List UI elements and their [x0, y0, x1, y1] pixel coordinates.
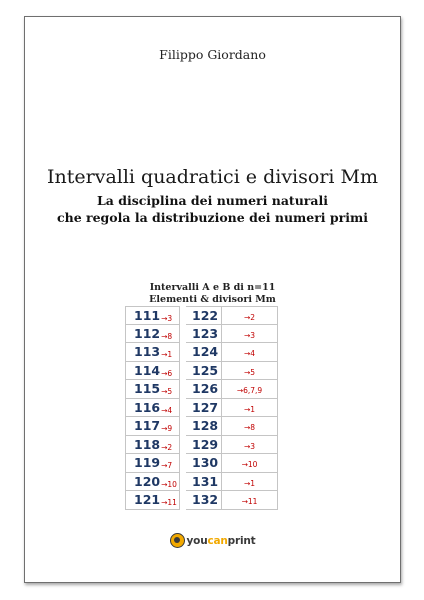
book-subtitle [25, 192, 400, 226]
element-number: 111 [134, 307, 161, 323]
table-cell-b-number [186, 306, 222, 325]
element-number: 117 [134, 418, 161, 434]
table-cell-b-divisor [222, 436, 278, 455]
divisor-label: →2 [161, 442, 173, 452]
table-cell-b-divisor [222, 325, 278, 344]
element-number: 119 [134, 455, 161, 471]
divisor-label: →5 [161, 387, 173, 397]
table-caption [25, 282, 400, 306]
element-number: 118 [134, 436, 161, 452]
element-number: 114 [134, 362, 161, 378]
table-cell-a [125, 399, 180, 418]
table-cell-a [125, 436, 180, 455]
divisor-label: →1 [161, 350, 173, 360]
table-cell-a [125, 306, 180, 325]
table-cell-a [125, 491, 180, 510]
table-cell-a [125, 362, 180, 381]
table-cell-a [125, 343, 180, 362]
divisor-label: →4 [243, 349, 256, 359]
book-cover [24, 16, 401, 583]
divisor-label: →9 [161, 424, 173, 434]
table-cell-b-number [186, 399, 222, 418]
book-title: Intervalli quadratici e divisori Mm [47, 166, 378, 188]
table-cell-a [125, 473, 180, 492]
table-cell-a [125, 325, 180, 344]
table-column-b-divisors [222, 306, 278, 510]
publisher-logo [25, 533, 400, 548]
table-cell-b-divisor [222, 362, 278, 381]
element-number: 124 [192, 344, 219, 360]
divisor-label: →10 [161, 479, 177, 489]
divisor-label: →1 [243, 404, 256, 414]
divisor-label: →8 [243, 423, 256, 433]
element-number: 122 [192, 307, 219, 323]
element-number: 112 [134, 325, 161, 341]
element-number: 123 [192, 325, 219, 341]
table-cell-b-divisor [222, 380, 278, 399]
divisor-label: →6 [161, 368, 173, 378]
divisors-table [125, 306, 278, 510]
table-cell-b-number [186, 325, 222, 344]
divisor-label: →3 [243, 330, 256, 340]
element-number: 128 [192, 418, 219, 434]
publisher-name-part-2: can [207, 534, 228, 547]
element-number: 120 [134, 473, 161, 489]
element-number: 131 [192, 473, 219, 489]
table-cell-a [125, 417, 180, 436]
element-number: 115 [134, 381, 161, 397]
divisor-label: →5 [243, 367, 256, 377]
element-number: 126 [192, 381, 219, 397]
divisor-label: →7 [161, 461, 173, 471]
divisor-label: →3 [161, 313, 173, 323]
table-cell-b-number [186, 491, 222, 510]
author-name: Filippo Giordano [159, 47, 266, 62]
table-cell-b-divisor [222, 454, 278, 473]
table-cell-b-divisor [222, 417, 278, 436]
table-cell-b-number [186, 380, 222, 399]
publisher-name [187, 535, 256, 547]
divisor-label: →11 [161, 498, 177, 508]
table-cell-b-number [186, 362, 222, 381]
element-number: 113 [134, 344, 161, 360]
divisor-label: →6,7,9 [236, 386, 263, 396]
table-cell-b-number [186, 454, 222, 473]
table-cell-b-divisor [222, 399, 278, 418]
divisor-label: →10 [241, 460, 258, 470]
table-cell-b-divisor [222, 343, 278, 362]
table-column-b-numbers [186, 306, 222, 510]
table-cell-b-number [186, 417, 222, 436]
table-caption-line-2: Elementi & divisori Mm [149, 294, 276, 305]
publisher-name-part-3: print [227, 534, 256, 547]
table-cell-b-number [186, 473, 222, 492]
element-number: 121 [134, 492, 161, 508]
element-number: 125 [192, 362, 219, 378]
table-column-a [125, 306, 180, 510]
divisor-label: →3 [243, 441, 256, 451]
divisor-label: →1 [243, 478, 256, 488]
element-number: 127 [192, 399, 219, 415]
subtitle-line-1: La disciplina dei numeri naturali [97, 193, 328, 208]
divisor-label: →8 [161, 331, 173, 341]
element-number: 132 [192, 492, 219, 508]
table-cell-b-divisor [222, 306, 278, 325]
table-cell-b-divisor [222, 473, 278, 492]
element-number: 130 [192, 455, 219, 471]
publisher-name-part-1: you [186, 534, 208, 547]
divisor-label: →11 [241, 497, 258, 507]
table-cell-b-number [186, 343, 222, 362]
table-cell-b-number [186, 436, 222, 455]
element-number: 129 [192, 436, 219, 452]
table-cell-a [125, 454, 180, 473]
table-cell-a [125, 380, 180, 399]
divisor-label: →4 [161, 405, 173, 415]
table-caption-line-1: Intervalli A e B di n=11 [149, 282, 276, 293]
publisher-logo-icon [170, 533, 185, 548]
subtitle-line-2: che regola la distribuzione dei numeri primi [57, 210, 368, 225]
element-number: 116 [134, 399, 161, 415]
divisor-label: →2 [243, 312, 256, 322]
table-cell-b-divisor [222, 491, 278, 510]
